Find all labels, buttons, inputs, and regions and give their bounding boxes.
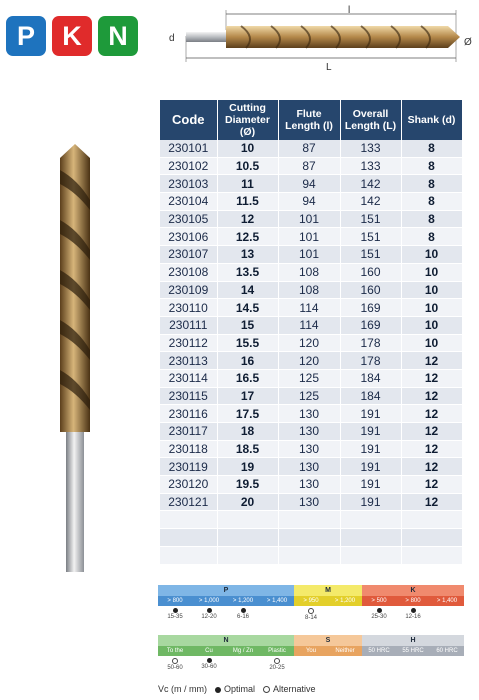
badge-k: K [52, 16, 92, 56]
table-row [160, 440, 462, 458]
cell-code: 230112 [160, 334, 217, 352]
cell-shank: 12 [401, 458, 462, 476]
optimal-dot-icon [377, 608, 382, 613]
material-sub-label: > 800 [158, 596, 192, 606]
material-cell [362, 656, 396, 678]
cell-cutting-diameter: 19.5 [217, 476, 278, 494]
cell-flute-length: 101 [278, 228, 340, 246]
cell-shank: 12 [401, 387, 462, 405]
cell-overall-length: 142 [340, 175, 401, 193]
header-code: Code [160, 100, 217, 140]
cell-cutting-diameter [217, 546, 278, 564]
table-row [160, 299, 462, 317]
cell-cutting-diameter: 10 [217, 140, 278, 157]
material-sub-label: > 1,400 [260, 596, 294, 606]
cell-code [160, 546, 217, 564]
alternative-dot-icon [172, 658, 178, 664]
cell-flute-length: 120 [278, 352, 340, 370]
cell-cutting-diameter: 12 [217, 210, 278, 228]
cell-shank: 10 [401, 263, 462, 281]
cell-flute-length: 108 [278, 281, 340, 299]
cell-flute-length: 130 [278, 493, 340, 511]
cell-code: 230111 [160, 316, 217, 334]
material-sub-label: Plastic [260, 646, 294, 656]
cell-overall-length [340, 546, 401, 564]
material-cell [294, 656, 328, 678]
table-row [160, 175, 462, 193]
material-matrix-top [158, 585, 464, 628]
material-cell [226, 606, 260, 628]
shank-label: d [169, 33, 175, 44]
table-row [160, 352, 462, 370]
cell-shank [401, 546, 462, 564]
cell-code: 230103 [160, 175, 217, 193]
table-row [160, 316, 462, 334]
material-sub-label: 55 HRC [396, 646, 430, 656]
cutting-speed-value: 12-20 [201, 614, 217, 620]
table-row [160, 369, 462, 387]
material-sub-label: > 1,200 [226, 596, 260, 606]
cell-code: 230104 [160, 193, 217, 211]
cell-overall-length: 191 [340, 476, 401, 494]
cell-code: 230116 [160, 405, 217, 423]
table-row [160, 493, 462, 511]
material-sub-label: Cu [192, 646, 226, 656]
material-group-2: K [362, 585, 464, 596]
material-sub-label: > 950 [294, 596, 328, 606]
cell-code: 230101 [160, 140, 217, 157]
material-cell [430, 656, 464, 678]
material-group-0: N [158, 635, 294, 646]
header-shank: Shank (d) [401, 100, 462, 140]
cell-overall-length: 169 [340, 299, 401, 317]
cell-cutting-diameter: 10.5 [217, 157, 278, 175]
table-row [160, 193, 462, 211]
cell-code: 230114 [160, 369, 217, 387]
cell-overall-length [340, 511, 401, 529]
optimal-dot-icon [241, 608, 246, 613]
cutting-speed-value: 25-30 [371, 614, 387, 620]
cell-code: 230102 [160, 157, 217, 175]
cell-shank: 8 [401, 157, 462, 175]
material-cell [294, 606, 328, 628]
cell-overall-length: 151 [340, 210, 401, 228]
optimal-dot-icon [207, 658, 212, 663]
optimal-dot-icon [173, 608, 178, 613]
table-row [160, 405, 462, 423]
material-sub-label: 50 HRC [362, 646, 396, 656]
cell-cutting-diameter: 13 [217, 246, 278, 264]
optimal-dot-icon [411, 608, 416, 613]
cell-flute-length: 130 [278, 458, 340, 476]
cell-overall-length: 160 [340, 263, 401, 281]
cell-cutting-diameter: 18.5 [217, 440, 278, 458]
cell-flute-length [278, 546, 340, 564]
cell-overall-length: 151 [340, 228, 401, 246]
cell-flute-length: 87 [278, 140, 340, 157]
cell-shank: 10 [401, 246, 462, 264]
material-cell [328, 656, 362, 678]
cell-flute-length: 94 [278, 193, 340, 211]
cell-code: 230118 [160, 440, 217, 458]
cutting-speed-value: 15-35 [167, 614, 183, 620]
material-sub-label: > 1,000 [192, 596, 226, 606]
cell-shank: 12 [401, 405, 462, 423]
material-cell [362, 606, 396, 628]
cell-code: 230117 [160, 423, 217, 441]
cell-cutting-diameter: 17 [217, 387, 278, 405]
cell-flute-length: 130 [278, 476, 340, 494]
material-cell [158, 606, 192, 628]
table-row [160, 458, 462, 476]
cell-shank: 12 [401, 493, 462, 511]
cell-cutting-diameter: 12.5 [217, 228, 278, 246]
cell-shank: 10 [401, 334, 462, 352]
cell-shank: 8 [401, 140, 462, 157]
cell-flute-length: 125 [278, 387, 340, 405]
table-row [160, 210, 462, 228]
cell-cutting-diameter: 15 [217, 316, 278, 334]
cell-shank: 8 [401, 228, 462, 246]
cell-cutting-diameter: 14 [217, 281, 278, 299]
cell-cutting-diameter: 17.5 [217, 405, 278, 423]
cell-flute-length: 120 [278, 334, 340, 352]
cell-shank [401, 511, 462, 529]
cell-shank: 8 [401, 210, 462, 228]
material-cell [328, 606, 362, 628]
cell-code: 230107 [160, 246, 217, 264]
legend-alternative: Alternative [263, 684, 316, 694]
cell-shank: 12 [401, 440, 462, 458]
cell-flute-length: 87 [278, 157, 340, 175]
cutting-speed-value: 30-60 [201, 664, 217, 670]
drill-dimension-drawing [166, 0, 476, 74]
cell-flute-length: 130 [278, 440, 340, 458]
cell-overall-length: 191 [340, 405, 401, 423]
cell-code [160, 511, 217, 529]
cell-shank: 8 [401, 193, 462, 211]
drill-spec-table [160, 100, 463, 565]
cell-code: 230109 [160, 281, 217, 299]
table-row [160, 476, 462, 494]
cell-flute-length: 114 [278, 299, 340, 317]
material-badges [6, 16, 138, 56]
material-cell [260, 606, 294, 628]
cell-overall-length: 184 [340, 369, 401, 387]
legend-optimal: Optimal [215, 684, 255, 694]
cell-overall-length: 133 [340, 140, 401, 157]
material-cell [158, 656, 192, 678]
material-cell [396, 606, 430, 628]
cell-cutting-diameter: 15.5 [217, 334, 278, 352]
header-overall-length: Overall Length (L) [340, 100, 401, 140]
table-row [160, 387, 462, 405]
cell-overall-length [340, 529, 401, 547]
cell-overall-length: 133 [340, 157, 401, 175]
cell-cutting-diameter: 20 [217, 493, 278, 511]
material-group-1: S [294, 635, 362, 646]
material-group-2: H [362, 635, 464, 646]
cell-flute-length: 114 [278, 316, 340, 334]
table-row [160, 529, 462, 547]
table-row [160, 334, 462, 352]
legend [158, 684, 316, 694]
header-cutting-diameter: Cutting Diameter (Ø) [217, 100, 278, 140]
drill-bit-image [40, 140, 110, 580]
material-cell [192, 606, 226, 628]
cell-shank [401, 529, 462, 547]
material-cell [192, 656, 226, 678]
cell-flute-length: 125 [278, 369, 340, 387]
cell-code: 230120 [160, 476, 217, 494]
cell-code: 230110 [160, 299, 217, 317]
cell-code: 230121 [160, 493, 217, 511]
cell-flute-length: 130 [278, 423, 340, 441]
cell-cutting-diameter [217, 511, 278, 529]
cell-shank: 12 [401, 369, 462, 387]
cell-overall-length: 184 [340, 387, 401, 405]
cell-cutting-diameter: 16 [217, 352, 278, 370]
cutting-speed-value: 8-14 [304, 615, 317, 621]
cell-cutting-diameter [217, 529, 278, 547]
cell-shank: 12 [401, 352, 462, 370]
cell-overall-length: 191 [340, 440, 401, 458]
cell-overall-length: 160 [340, 281, 401, 299]
cell-flute-length: 101 [278, 210, 340, 228]
cell-shank: 10 [401, 281, 462, 299]
optimal-dot-icon [207, 608, 212, 613]
table-row [160, 157, 462, 175]
cell-cutting-diameter: 14.5 [217, 299, 278, 317]
cell-code: 230106 [160, 228, 217, 246]
diameter-label: Ø [464, 37, 472, 48]
cell-code: 230113 [160, 352, 217, 370]
table-row [160, 423, 462, 441]
table-row [160, 263, 462, 281]
cell-overall-length: 178 [340, 352, 401, 370]
table-row [160, 281, 462, 299]
alternative-dot-icon [308, 608, 314, 614]
material-sub-label: > 500 [362, 596, 396, 606]
badge-p: P [6, 16, 46, 56]
material-group-0: P [158, 585, 294, 596]
cell-cutting-diameter: 13.5 [217, 263, 278, 281]
table-row [160, 546, 462, 564]
cell-overall-length: 178 [340, 334, 401, 352]
cell-flute-length: 94 [278, 175, 340, 193]
cell-cutting-diameter: 16.5 [217, 369, 278, 387]
header-flute-length: Flute Length (l) [278, 100, 340, 140]
cell-cutting-diameter: 19 [217, 458, 278, 476]
material-cell [396, 656, 430, 678]
material-sub-label: 60 HRC [430, 646, 464, 656]
alternative-dot-icon [274, 658, 280, 664]
material-sub-label: > 1,200 [328, 596, 362, 606]
material-cell [260, 656, 294, 678]
material-matrix-bottom [158, 635, 464, 678]
material-sub-label: You [294, 646, 328, 656]
cell-code: 230119 [160, 458, 217, 476]
cutting-speed-value: 20-25 [269, 665, 285, 671]
cell-code: 230105 [160, 210, 217, 228]
cell-code: 230115 [160, 387, 217, 405]
table-header-row [160, 100, 462, 140]
cell-overall-length: 191 [340, 493, 401, 511]
table-row [160, 246, 462, 264]
cell-overall-length: 151 [340, 246, 401, 264]
cell-code: 230108 [160, 263, 217, 281]
cell-cutting-diameter: 18 [217, 423, 278, 441]
cell-shank: 12 [401, 476, 462, 494]
flute-length-label: l [348, 5, 351, 16]
cell-overall-length: 191 [340, 423, 401, 441]
cell-flute-length: 101 [278, 246, 340, 264]
cell-shank: 10 [401, 316, 462, 334]
table-row [160, 140, 462, 157]
legend-vc-label: Vc (m / mm) [158, 684, 207, 694]
cell-flute-length [278, 511, 340, 529]
cell-flute-length [278, 529, 340, 547]
cell-cutting-diameter: 11.5 [217, 193, 278, 211]
cell-overall-length: 191 [340, 458, 401, 476]
material-sub-label: > 1,400 [430, 596, 464, 606]
overall-length-label: L [326, 62, 332, 73]
material-cell [430, 606, 464, 628]
material-cell [226, 656, 260, 678]
cell-flute-length: 130 [278, 405, 340, 423]
cell-code [160, 529, 217, 547]
table-row [160, 228, 462, 246]
cutting-speed-value: 12-16 [405, 614, 421, 620]
cell-overall-length: 142 [340, 193, 401, 211]
cell-flute-length: 108 [278, 263, 340, 281]
cell-overall-length: 169 [340, 316, 401, 334]
badge-n: N [98, 16, 138, 56]
material-sub-label: To the [158, 646, 192, 656]
cutting-speed-value: 6-16 [236, 614, 249, 620]
material-sub-label: > 800 [396, 596, 430, 606]
table-row [160, 511, 462, 529]
cell-shank: 10 [401, 299, 462, 317]
material-sub-label: Neither [328, 646, 362, 656]
cell-shank: 8 [401, 175, 462, 193]
cutting-speed-value: 50-60 [167, 665, 183, 671]
material-group-1: M [294, 585, 362, 596]
material-sub-label: Mg / Zn [226, 646, 260, 656]
cell-shank: 12 [401, 423, 462, 441]
cell-cutting-diameter: 11 [217, 175, 278, 193]
